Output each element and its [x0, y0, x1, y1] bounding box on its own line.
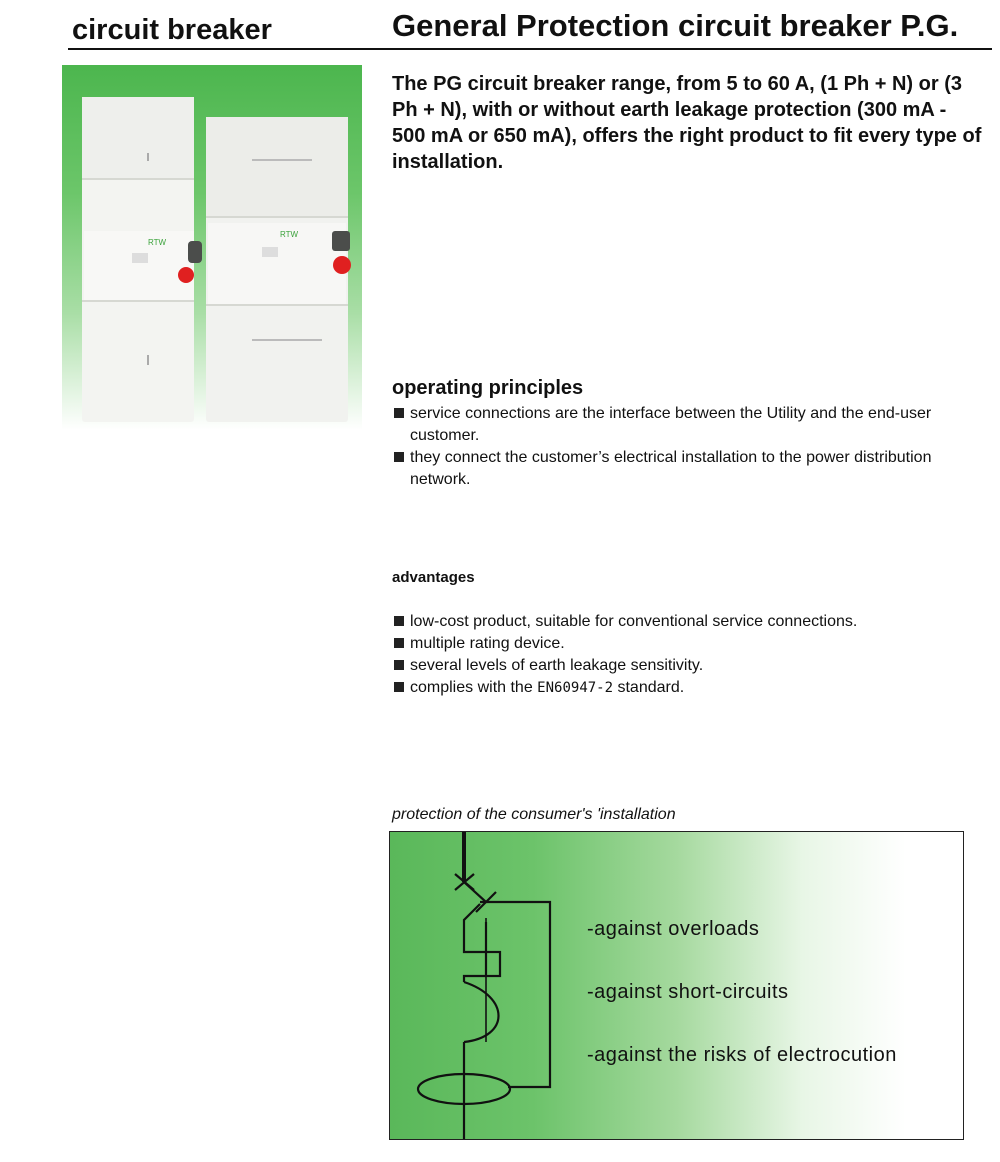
diagram-label-overloads: -against overloads — [587, 918, 760, 940]
brand-mark-left: RTW — [148, 238, 167, 247]
operating-principles-title: operating principles — [392, 377, 584, 399]
list-item-text: service connections are the interface between the Utility and the end-user customer. — [410, 405, 932, 444]
list-item — [392, 403, 982, 447]
bullet-square-icon — [394, 616, 404, 626]
operating-principles-list — [392, 403, 982, 491]
thermal-loop-b — [464, 976, 486, 982]
list-item — [392, 677, 982, 699]
thermal-loop-a — [464, 904, 486, 952]
magnetic-coil — [464, 982, 499, 1042]
right-breaker-unit — [206, 117, 351, 422]
circuit-breaker-illustration — [62, 65, 362, 430]
left-breaker-unit — [82, 97, 202, 422]
product-photo — [62, 65, 362, 430]
diagram-label-short-circuits: -against short-circuits — [587, 981, 789, 1003]
list-item — [392, 655, 982, 677]
protection-diagram — [389, 831, 964, 1140]
bullet-square-icon — [394, 408, 404, 418]
brand-mark-right: RTW — [280, 230, 299, 239]
list-item — [392, 447, 982, 491]
thermal-element — [486, 952, 500, 976]
list-item-text: low-cost product, suitable for conventional service connections. — [410, 613, 858, 630]
switch-blade — [464, 882, 486, 902]
standard-code: EN60947-2 — [537, 680, 614, 696]
list-item — [392, 633, 982, 655]
page-title: General Protection circuit breaker P.G. — [392, 8, 959, 43]
trip-link — [480, 902, 550, 1087]
bullet-square-icon — [394, 660, 404, 670]
intro-text: The PG circuit breaker range, from 5 to 60 A, (1 Ph + N) or (3 Ph + N), with or without earth leakage protection (300 mA - 500 mA or 650 mA), offers the right product to fit every type of installation. — [392, 73, 982, 173]
bullet-square-icon — [394, 682, 404, 692]
diagram-caption: protection of the consumer's 'installation — [392, 806, 676, 823]
list-item — [392, 611, 982, 633]
diagram-label-electrocution: -against the risks of electrocution — [587, 1044, 897, 1066]
list-item-text: several levels of earth leakage sensitivity. — [410, 657, 704, 674]
list-item-text: complies with the — [410, 679, 533, 696]
header-rule — [68, 48, 992, 50]
section-title: circuit breaker — [72, 14, 272, 46]
list-item-text: standard. — [617, 679, 685, 696]
advantages-list — [392, 611, 982, 699]
advantages-title: advantages — [392, 569, 475, 586]
bullet-square-icon — [394, 638, 404, 648]
list-item-text: they connect the customer’s electrical installation to the power distribution network. — [410, 449, 932, 488]
list-item-text: multiple rating device. — [410, 635, 565, 652]
bullet-square-icon — [394, 452, 404, 462]
